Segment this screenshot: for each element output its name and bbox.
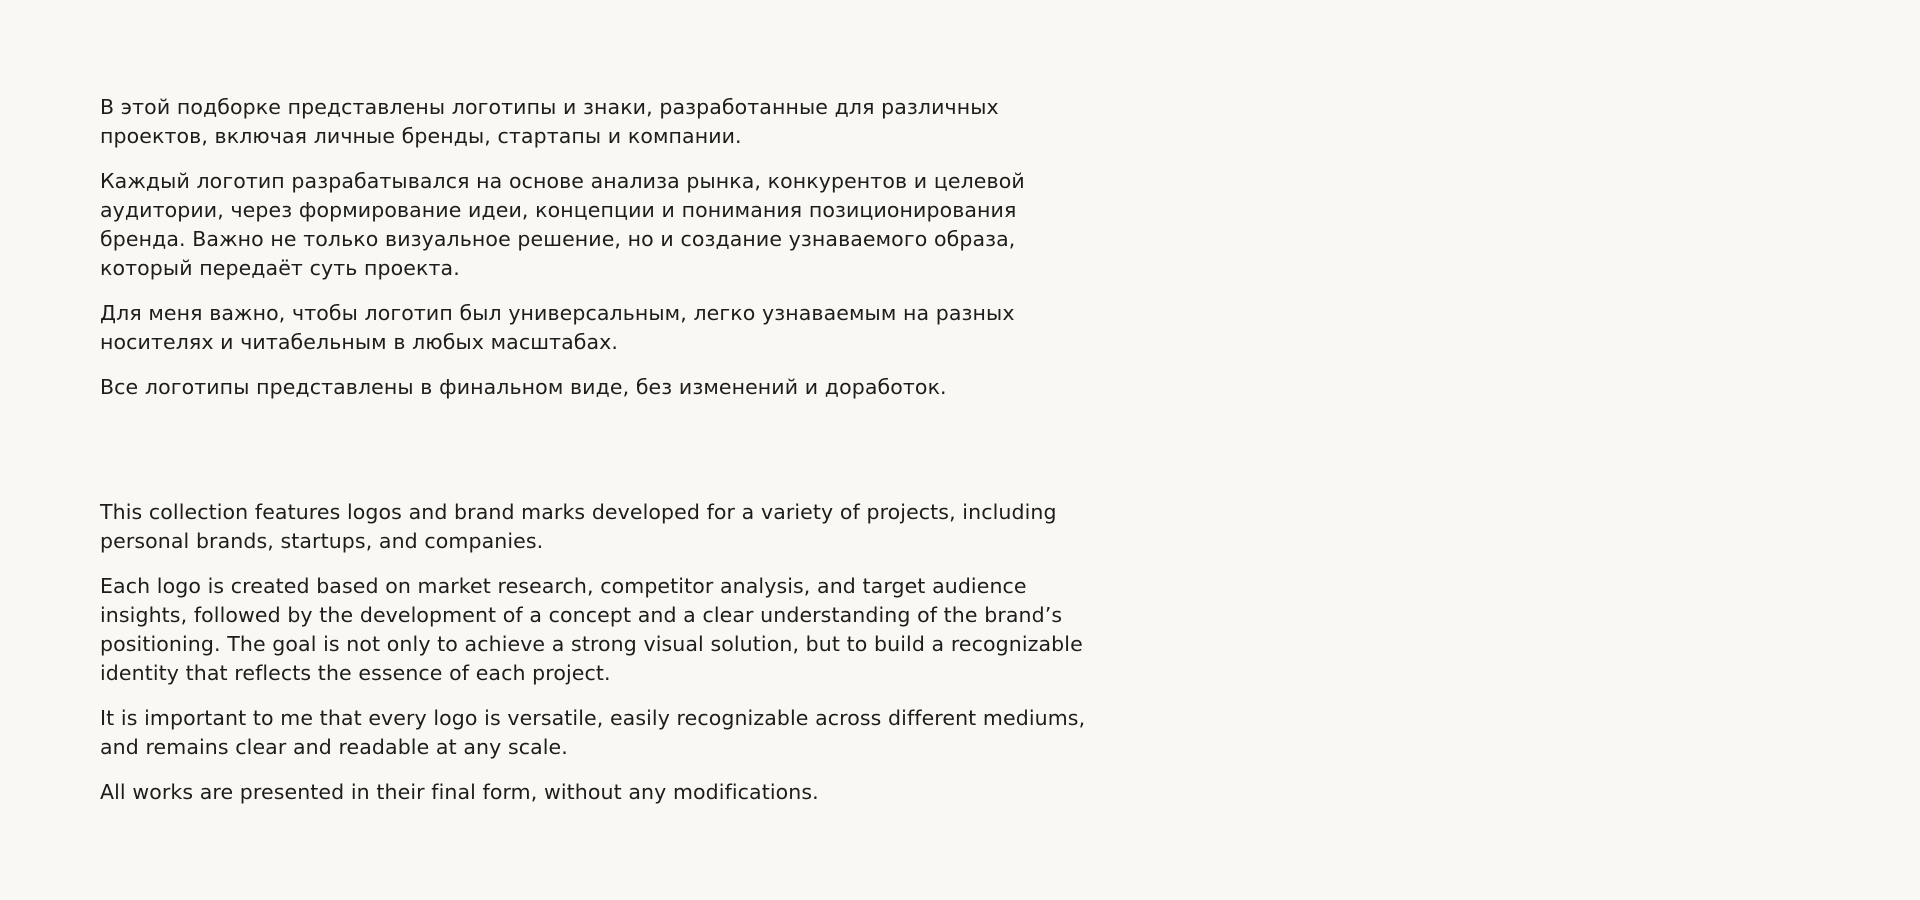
en-paragraph-process: Each logo is created based on market research, competitor analysis, and target audience insights, followed by the development of a concept and a clear understanding of the brand’s positioning. The goal is not only to achieve a strong visual solution, but to build a recognizable identity that reflects the essence of each project. [100, 574, 1083, 685]
ru-paragraph-final-form: Все логотипы представлены в финальном виде, без изменений и доработок. [100, 375, 947, 399]
ru-paragraph-collection: В этой подборке представлены логотипы и знаки, разработанные для различных проектов, включая личные бренды, стартапы и компании. [100, 95, 999, 148]
intro-text-english [100, 498, 1090, 807]
en-paragraph-final-form: All works are presented in their final form, without any modifications. [100, 780, 819, 804]
ru-paragraph-process: Каждый логотип разрабатывался на основе анализа рынка, конкурентов и целевой аудитории, через формирование идеи, концепции и понимания позиционирования бренда. Важно не только визуальное решение, но и создание узнаваемого образа, который передаёт суть проекта. [100, 169, 1025, 280]
ru-paragraph-versatility: Для меня важно, чтобы логотип был универсальным, легко узнаваемым на разных носителях и читабельным в любых масштабах. [100, 301, 1015, 354]
en-paragraph-collection: This collection features logos and brand marks developed for a variety of projects, including personal brands, startups, and companies. [100, 500, 1057, 553]
en-paragraph-versatility: It is important to me that every logo is versatile, easily recognizable across different mediums, and remains clear and readable at any scale. [100, 706, 1086, 759]
intro-text-russian [100, 93, 1090, 402]
